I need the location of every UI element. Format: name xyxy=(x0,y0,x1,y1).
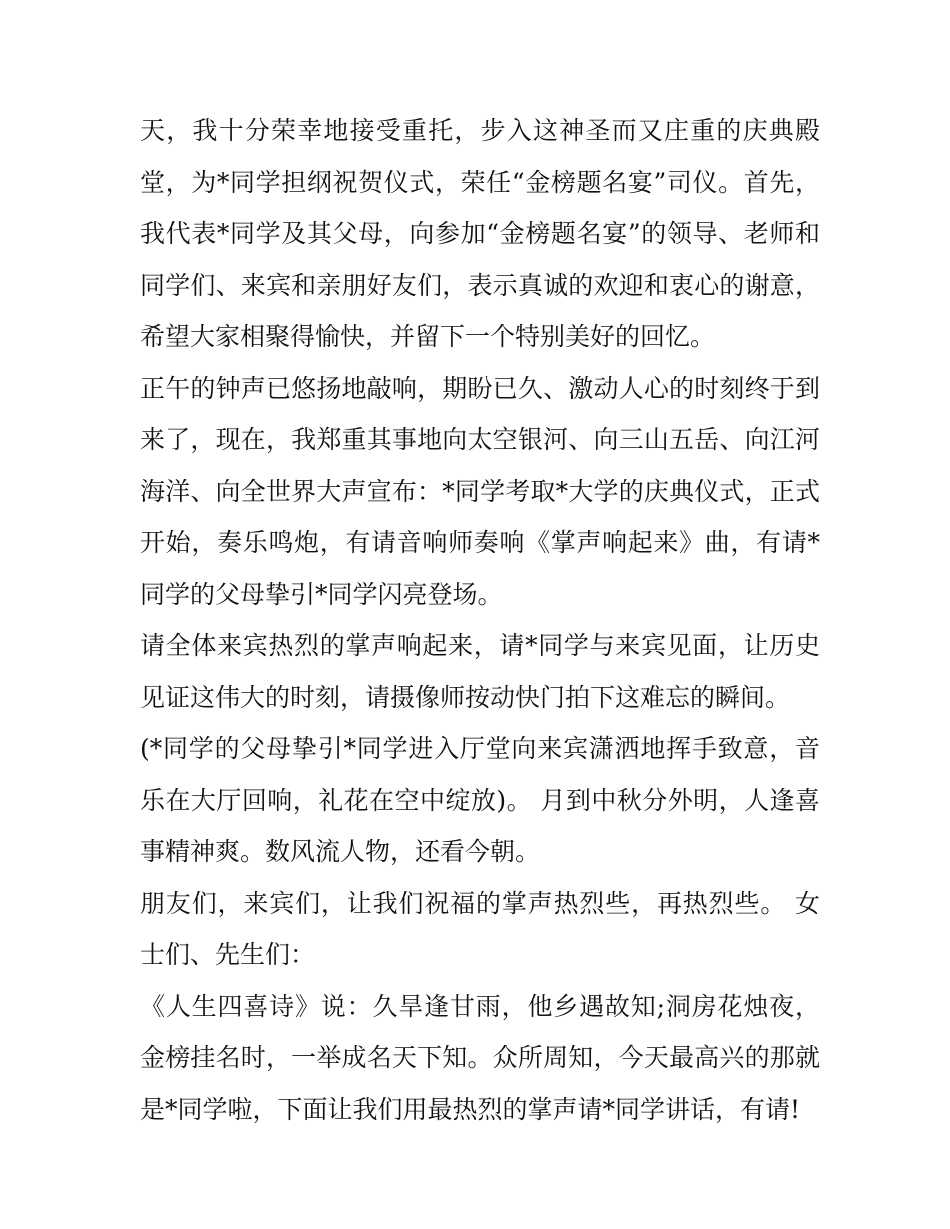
paragraph-entrance: (*同学的父母挚引*同学进入厅堂向来宾潇洒地挥手致意，音乐在大厅回响，礼花在空中绽放)。 月到中秋分外明，人逢喜事精神爽。数风流人物，还看今朝。 xyxy=(140,734,820,866)
paragraph-friends: 朋友们，来宾们，让我们祝福的掌声热烈些，再热烈些。 女士们、先生们： xyxy=(140,888,820,969)
paragraph-poem: 《人生四喜诗》说：久旱逢甘雨，他乡遇故知;洞房花烛夜，金榜挂名时，一举成名天下知。众所周知，今天最高兴的那就是*同学啦，下面让我们用最热烈的掌声请*同学讲话，有请! xyxy=(140,991,820,1124)
paragraph-announcement: 正午的钟声已悠扬地敲响，期盼已久、激动人心的时刻终于到来了，现在，我郑重其事地向太空银河、向三山五岳、向江河海洋、向全世界大声宣布：*同学考取*大学的庆典仪式，正式开始，奏乐鸣炮，有请音响师奏响《掌声响起来》曲，有请*同学的父母挚引*同学闪亮登场。 xyxy=(140,373,820,609)
document-body xyxy=(140,105,820,1135)
paragraph-applause: 请全体来宾热烈的掌声响起来，请*同学与来宾见面，让历史见证这伟大的时刻，请摄像师按动快门拍下这难忘的瞬间。 xyxy=(140,631,820,712)
paragraph-opening: 天，我十分荣幸地接受重托，步入这神圣而又庄重的庆典殿堂，为*同学担纲祝贺仪式，荣任“金榜题名宴”司仪。首先，我代表*同学及其父母，向参加“金榜题名宴”的领导、老师和同学们、来宾和亲朋好友们，表示真诚的欢迎和衷心的谢意，希望大家相聚得愉快，并留下一个特别美好的回忆。 xyxy=(140,116,820,351)
